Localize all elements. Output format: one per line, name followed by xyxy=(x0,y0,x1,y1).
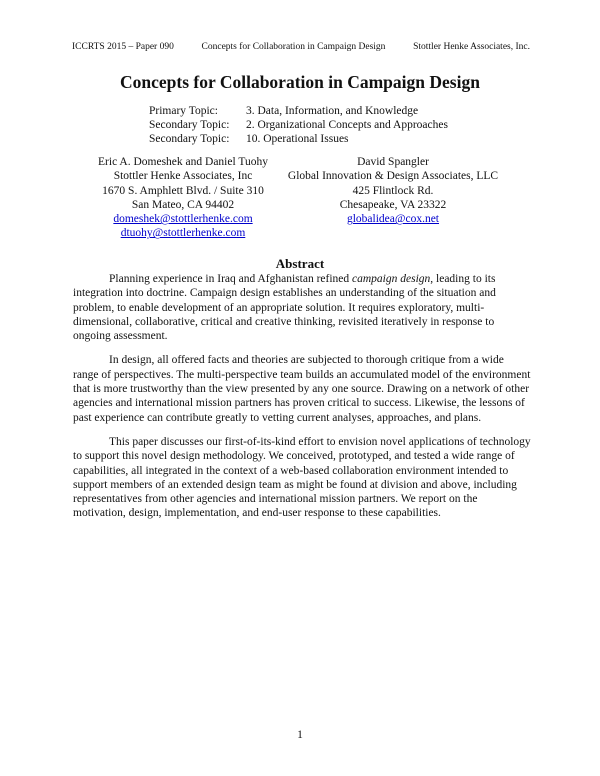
topic-label: Secondary Topic: xyxy=(149,133,230,145)
topic-row-secondary xyxy=(149,118,448,132)
topics-block xyxy=(149,104,448,146)
abstract-paragraph-2: In design, all offered facts and theories are subjected to thorough critique from a wide range of perspectives. The multi-perspective team builds an accumulated model of the environment that is more trustworthy than the view presented by any one source. Drawing on a network of other agencies and international mission partners has proven critical to success. Likewise, the lessons of past experience can contribute greatly to vetting current analyses, approaches, and plans. xyxy=(73,354,531,424)
abstract-paragraph-1 xyxy=(73,272,531,343)
author-organization: Stottler Henke Associates, Inc xyxy=(113,170,253,183)
abstract-emphasis: campaign design xyxy=(352,273,431,285)
author-affiliation-right xyxy=(270,155,516,226)
author-names: Eric A. Domeshek and Daniel Tuohy xyxy=(98,156,268,168)
paper-title: Concepts for Collaboration in Campaign Design xyxy=(120,72,480,92)
email-link-spangler[interactable]: globalidea@cox.net xyxy=(346,213,440,226)
topic-row-primary xyxy=(149,104,448,118)
author-address-line: San Mateo, CA 94402 xyxy=(131,198,235,211)
author-address-line: Chesapeake, VA 23322 xyxy=(339,198,447,211)
topic-label: Primary Topic: xyxy=(149,105,218,117)
author-names: David Spangler xyxy=(357,156,429,168)
abstract-heading: Abstract xyxy=(275,256,325,271)
email-link-tuohy[interactable]: dtuohy@stottlerhenke.com xyxy=(120,227,246,240)
header-organization: Stottler Henke Associates, Inc. xyxy=(413,42,530,52)
header-title: Concepts for Collaboration in Campaign Design xyxy=(201,42,386,52)
author-address-line: 425 Flintlock Rd. xyxy=(352,184,434,197)
email-link-domeshek[interactable]: domeshek@stottlerhenke.com xyxy=(113,213,253,226)
running-header xyxy=(72,42,530,52)
topic-label: Secondary Topic: xyxy=(149,119,230,131)
topic-row-secondary xyxy=(149,132,448,146)
page-number: 1 xyxy=(297,729,303,741)
author-address-line: 1670 S. Amphlett Blvd. / Suite 310 xyxy=(102,184,264,197)
header-conference: ICCRTS 2015 – Paper 090 xyxy=(72,42,174,52)
abstract-text: Planning experience in Iraq and Afghanistan refined xyxy=(109,273,353,285)
topic-value: 2. Organizational Concepts and Approaches xyxy=(246,119,448,131)
topic-value: 3. Data, Information, and Knowledge xyxy=(246,105,419,117)
abstract-body xyxy=(73,272,531,531)
abstract-text: , leading to its integration into doctrine. Campaign design establishes an understanding of the situation and problem, to enable development of an appropriate solution. It requires exploratory, multi-dimensional, collaborative, critical and creative thinking, revisited iteratively in response to ongoing assessment. xyxy=(73,273,496,343)
author-organization: Global Innovation & Design Associates, LLC xyxy=(287,170,499,183)
topic-value: 10. Operational Issues xyxy=(246,133,349,145)
abstract-paragraph-3: This paper discusses our first-of-its-kind effort to envision novel applications of technology to support this novel design methodology. We conceived, prototyped, and tested a wide range of capabilities, all integrated in the context of a web-based collaboration environment intended to support members of an extended design team as might be found at division and above, including representatives from other agencies and international mission partners. We report on the motivation, design, implementation, and end-user response to these capabilities. xyxy=(73,435,531,520)
